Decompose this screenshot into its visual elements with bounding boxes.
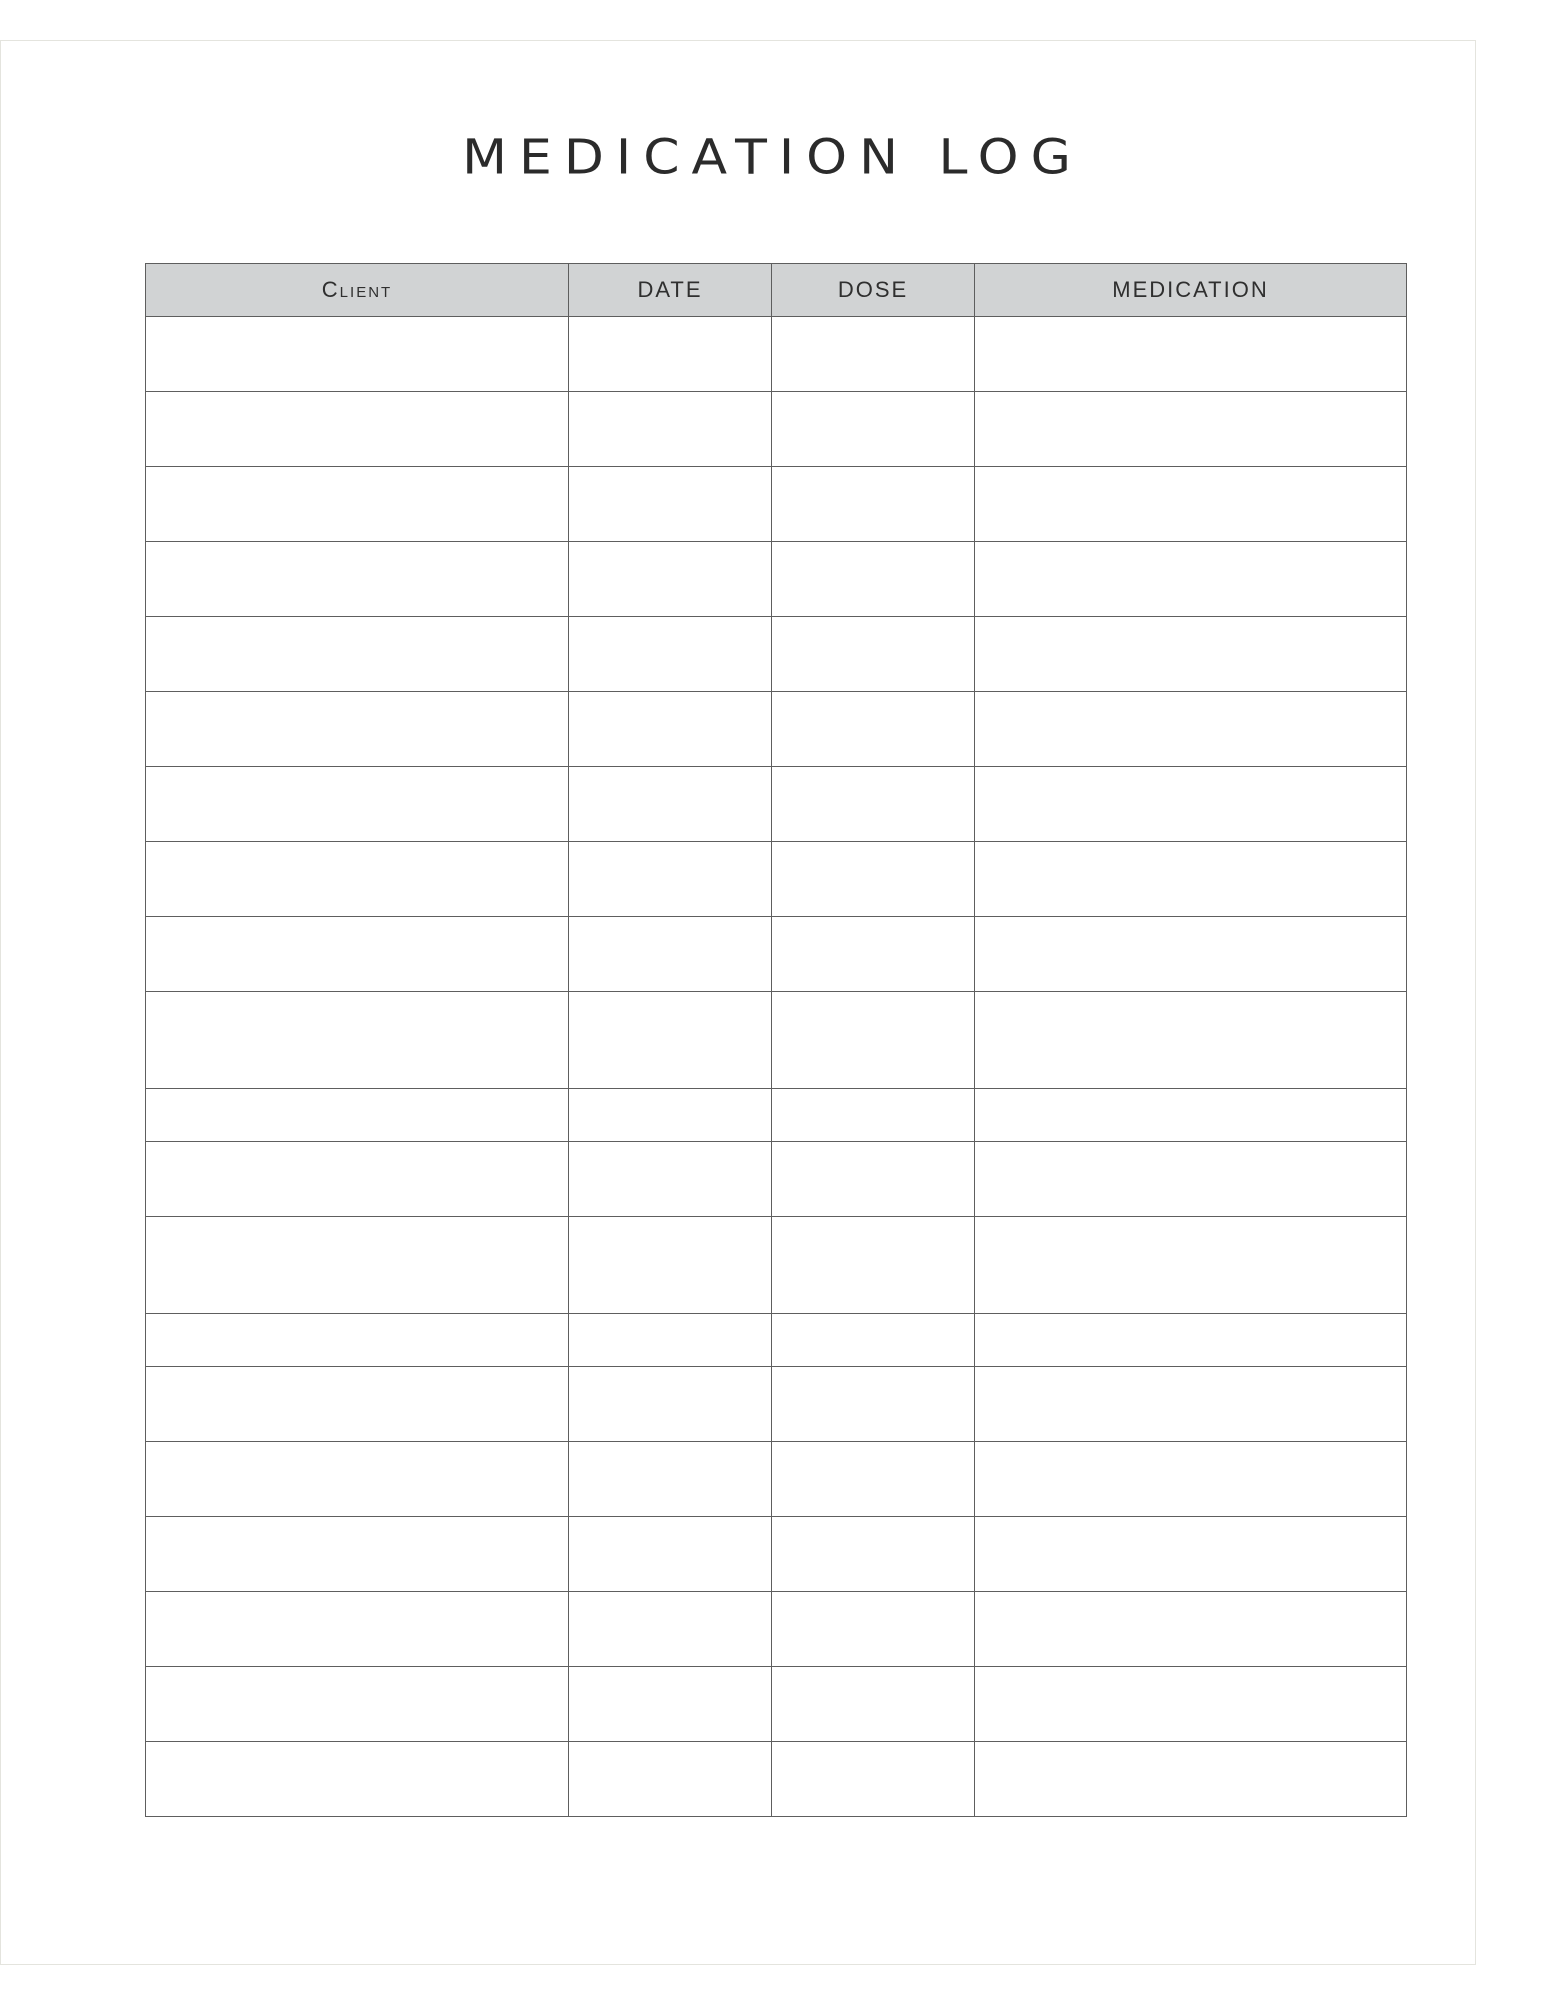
dose-cell[interactable] — [772, 1142, 975, 1217]
medication-cell[interactable] — [975, 1442, 1407, 1517]
client-cell[interactable] — [146, 467, 569, 542]
date-cell[interactable] — [569, 392, 772, 467]
client-cell[interactable] — [146, 1089, 569, 1142]
table-row — [146, 692, 1407, 767]
date-cell[interactable] — [569, 1314, 772, 1367]
table-row — [146, 1742, 1407, 1817]
medication-cell[interactable] — [975, 917, 1407, 992]
column-header-client: Client — [146, 264, 569, 317]
column-header-dose: DOSE — [772, 264, 975, 317]
medication-cell[interactable] — [975, 1217, 1407, 1314]
date-cell[interactable] — [569, 542, 772, 617]
client-cell[interactable] — [146, 917, 569, 992]
column-header-date: DATE — [569, 264, 772, 317]
table-row — [146, 1314, 1407, 1367]
table-row — [146, 1442, 1407, 1517]
date-cell[interactable] — [569, 842, 772, 917]
dose-cell[interactable] — [772, 1742, 975, 1817]
table-row — [146, 1367, 1407, 1442]
dose-cell[interactable] — [772, 842, 975, 917]
dose-cell[interactable] — [772, 917, 975, 992]
date-cell[interactable] — [569, 1592, 772, 1667]
date-cell[interactable] — [569, 1517, 772, 1592]
dose-cell[interactable] — [772, 392, 975, 467]
medication-cell[interactable] — [975, 1667, 1407, 1742]
medication-cell[interactable] — [975, 1592, 1407, 1667]
client-cell[interactable] — [146, 692, 569, 767]
table-row — [146, 992, 1407, 1089]
client-cell[interactable] — [146, 1592, 569, 1667]
medication-cell[interactable] — [975, 1314, 1407, 1367]
date-cell[interactable] — [569, 1142, 772, 1217]
medication-cell[interactable] — [975, 767, 1407, 842]
dose-cell[interactable] — [772, 542, 975, 617]
medication-cell[interactable] — [975, 842, 1407, 917]
table-row — [146, 1142, 1407, 1217]
dose-cell[interactable] — [772, 1517, 975, 1592]
table-row — [146, 1517, 1407, 1592]
medication-cell[interactable] — [975, 542, 1407, 617]
dose-cell[interactable] — [772, 317, 975, 392]
client-cell[interactable] — [146, 317, 569, 392]
client-cell[interactable] — [146, 1742, 569, 1817]
table-row — [146, 842, 1407, 917]
page-title: MEDICATION LOG — [462, 130, 1083, 186]
medication-cell[interactable] — [975, 1367, 1407, 1442]
dose-cell[interactable] — [772, 1442, 975, 1517]
dose-cell[interactable] — [772, 467, 975, 542]
date-cell[interactable] — [569, 467, 772, 542]
medication-cell[interactable] — [975, 1089, 1407, 1142]
date-cell[interactable] — [569, 767, 772, 842]
client-cell[interactable] — [146, 392, 569, 467]
client-cell[interactable] — [146, 1517, 569, 1592]
table-row — [146, 617, 1407, 692]
dose-cell[interactable] — [772, 1089, 975, 1142]
table-row — [146, 767, 1407, 842]
dose-cell[interactable] — [772, 692, 975, 767]
date-cell[interactable] — [569, 1367, 772, 1442]
medication-cell[interactable] — [975, 392, 1407, 467]
dose-cell[interactable] — [772, 1367, 975, 1442]
dose-cell[interactable] — [772, 1217, 975, 1314]
dose-cell[interactable] — [772, 767, 975, 842]
date-cell[interactable] — [569, 617, 772, 692]
medication-cell[interactable] — [975, 1742, 1407, 1817]
client-cell[interactable] — [146, 617, 569, 692]
date-cell[interactable] — [569, 992, 772, 1089]
client-cell[interactable] — [146, 1217, 569, 1314]
table-row — [146, 1089, 1407, 1142]
client-cell[interactable] — [146, 542, 569, 617]
date-cell[interactable] — [569, 692, 772, 767]
client-cell[interactable] — [146, 767, 569, 842]
date-cell[interactable] — [569, 1742, 772, 1817]
table-row — [146, 467, 1407, 542]
table-row — [146, 542, 1407, 617]
table-row — [146, 1667, 1407, 1742]
date-cell[interactable] — [569, 917, 772, 992]
client-cell[interactable] — [146, 992, 569, 1089]
client-cell[interactable] — [146, 1667, 569, 1742]
column-header-medication: MEDICATION — [975, 264, 1407, 317]
table-row — [146, 317, 1407, 392]
medication-cell[interactable] — [975, 1142, 1407, 1217]
dose-cell[interactable] — [772, 1667, 975, 1742]
date-cell[interactable] — [569, 317, 772, 392]
table-row — [146, 917, 1407, 992]
medication-cell[interactable] — [975, 692, 1407, 767]
table-row — [146, 1217, 1407, 1314]
date-cell[interactable] — [569, 1442, 772, 1517]
client-cell[interactable] — [146, 1367, 569, 1442]
client-cell[interactable] — [146, 842, 569, 917]
table-row — [146, 392, 1407, 467]
date-cell[interactable] — [569, 1667, 772, 1742]
medication-cell[interactable] — [975, 317, 1407, 392]
table-row — [146, 1592, 1407, 1667]
date-cell[interactable] — [569, 1217, 772, 1314]
table-header-row — [146, 264, 1407, 317]
client-cell[interactable] — [146, 1142, 569, 1217]
client-cell[interactable] — [146, 1442, 569, 1517]
medication-cell[interactable] — [975, 992, 1407, 1089]
client-cell[interactable] — [146, 1314, 569, 1367]
dose-cell[interactable] — [772, 992, 975, 1089]
medication-cell[interactable] — [975, 1517, 1407, 1592]
medication-cell[interactable] — [975, 617, 1407, 692]
dose-cell[interactable] — [772, 1592, 975, 1667]
date-cell[interactable] — [569, 1089, 772, 1142]
dose-cell[interactable] — [772, 1314, 975, 1367]
medication-log-table — [145, 263, 1407, 1817]
dose-cell[interactable] — [772, 617, 975, 692]
medication-cell[interactable] — [975, 467, 1407, 542]
